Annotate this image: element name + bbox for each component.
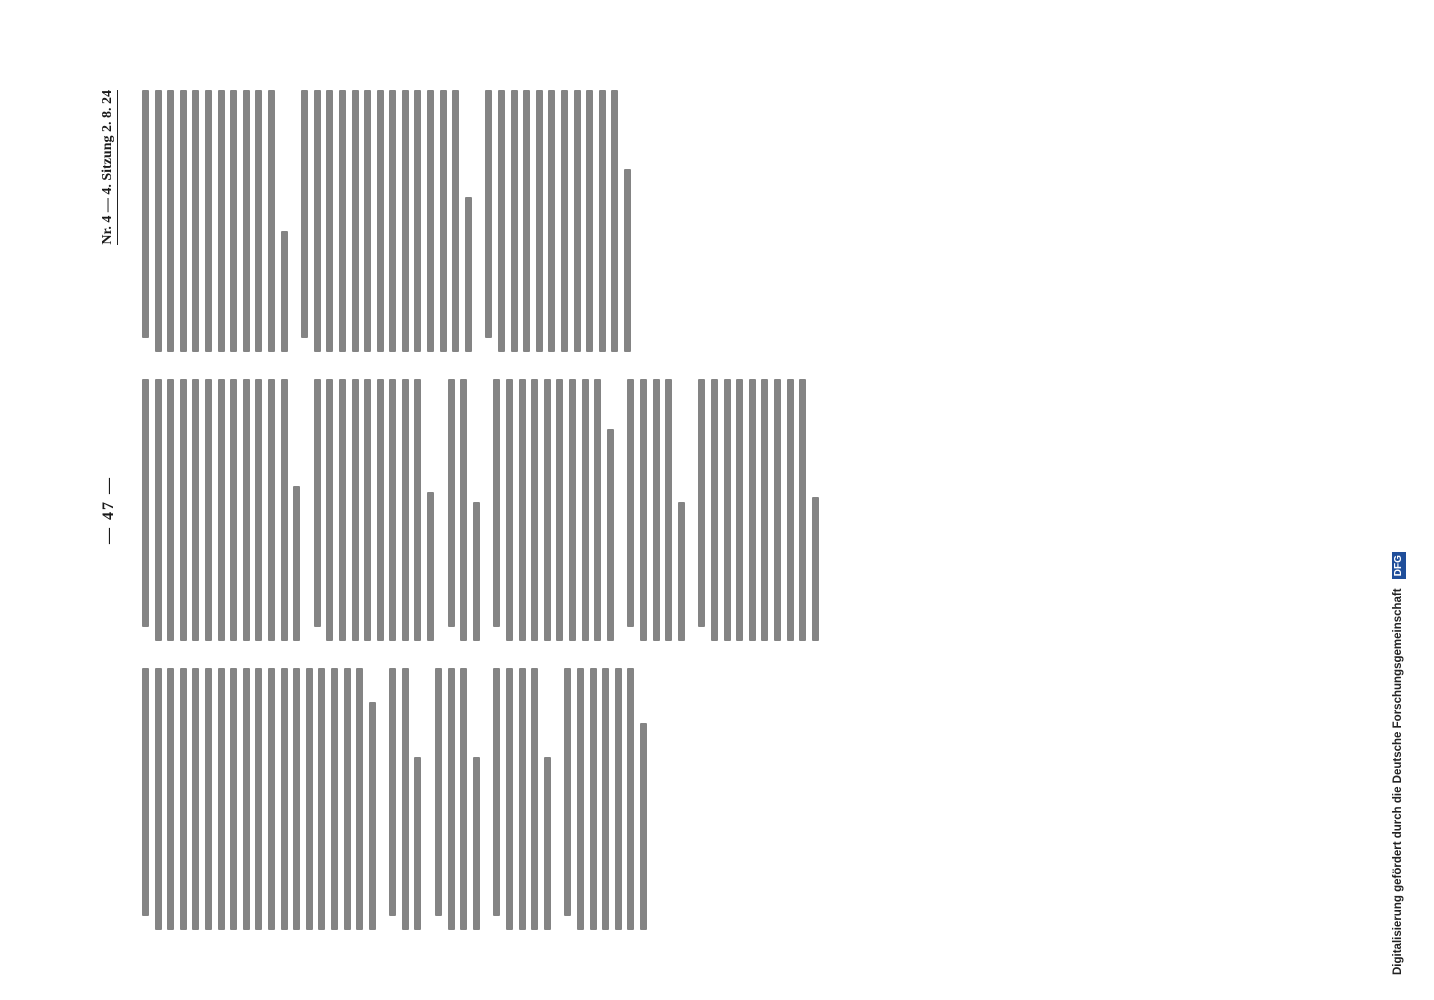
text-line-placeholder [281,668,288,930]
paragraph-gap [440,379,448,641]
text-line-placeholder [155,668,162,930]
text-line-placeholder [548,90,555,352]
text-line-placeholder [736,379,743,641]
text-line-placeholder [255,90,262,352]
text-line-placeholder [281,231,288,352]
text-line-placeholder [352,90,359,352]
text-line-placeholder [255,379,262,641]
text-line-placeholder [218,379,225,641]
text-line-placeholder [531,668,538,930]
text-line-placeholder [205,379,212,641]
text-line-placeholder [653,379,660,641]
text-line-placeholder [167,668,174,930]
text-line-placeholder [574,90,581,352]
text-line-placeholder [611,90,618,352]
text-line-placeholder [624,169,631,352]
paragraph-gap [485,668,493,930]
text-line-placeholder [352,379,359,641]
text-line-placeholder [402,379,409,641]
text-line-placeholder [774,379,781,641]
text-line-placeholder [339,379,346,641]
text-line-placeholder [448,668,455,930]
dfg-logo: DFG [1392,552,1406,579]
text-line-placeholder [205,668,212,930]
text-line-placeholder [556,379,563,641]
text-line-placeholder [192,668,199,930]
text-line-placeholder [812,497,819,641]
text-line-placeholder [389,379,396,641]
paragraph-gap [306,379,314,641]
text-line-placeholder [314,90,321,352]
page-header [98,90,128,930]
text-line-placeholder [326,379,333,641]
text-line-placeholder [569,379,576,641]
text-line-placeholder [607,429,614,641]
text-line-placeholder [230,668,237,930]
text-line-placeholder [331,668,338,930]
text-line-placeholder [167,90,174,352]
text-line-placeholder [544,379,551,641]
text-line-placeholder [180,668,187,930]
text-line-placeholder [293,668,300,930]
text-line-placeholder [493,668,500,916]
text-line-placeholder [356,668,363,930]
text-line-placeholder [435,668,442,916]
text-line-placeholder [268,668,275,930]
paragraph-gap [690,379,698,641]
text-line-placeholder [205,90,212,352]
text-line-placeholder [498,90,505,352]
text-line-placeholder [511,90,518,352]
text-line-placeholder [640,723,647,930]
text-line-placeholder [602,668,609,930]
text-line-placeholder [364,90,371,352]
digitization-note [1392,0,1410,975]
text-line-placeholder [230,90,237,352]
text-line-placeholder [142,668,149,916]
paragraph-gap [485,379,493,641]
text-line-placeholder [243,379,250,641]
text-line-placeholder [180,379,187,641]
paragraph-gap [477,90,485,352]
text-line-placeholder [314,379,321,627]
text-line-placeholder [218,90,225,352]
text-line-placeholder [344,668,351,930]
paragraph-gap [293,90,301,352]
text-column-3 [142,90,1302,352]
text-line-placeholder [582,379,589,641]
paragraph-gap [427,668,435,930]
text-line-placeholder [678,502,685,641]
rotated-page [98,90,1313,930]
text-line-placeholder [536,90,543,352]
text-line-placeholder [627,668,634,930]
text-line-placeholder [281,379,288,641]
text-line-placeholder [761,379,768,641]
text-line-placeholder [615,668,622,930]
text-line-placeholder [389,668,396,916]
text-line-placeholder [402,668,409,930]
paragraph-gap [381,668,389,930]
text-line-placeholder [465,197,472,352]
text-line-placeholder [561,90,568,352]
text-line-placeholder [590,668,597,930]
text-line-placeholder [180,90,187,352]
text-line-placeholder [448,379,455,627]
text-line-placeholder [460,668,467,930]
text-line-placeholder [724,379,731,641]
text-line-placeholder [155,379,162,641]
text-line-placeholder [414,90,421,352]
text-line-placeholder [318,668,325,930]
text-line-placeholder [339,90,346,352]
paragraph-gap [824,379,832,641]
text-line-placeholder [523,90,530,352]
text-line-placeholder [531,379,538,641]
paragraph-gap [653,668,661,930]
text-line-placeholder [599,90,606,352]
text-line-placeholder [640,379,647,641]
text-line-placeholder [369,702,376,930]
text-line-placeholder [414,379,421,641]
digitization-note-text: Digitalisierung gefördert durch die Deutsche Forschungsgemeinschaft [1392,588,1404,975]
text-line-placeholder [377,379,384,641]
text-line-placeholder [243,90,250,352]
text-line-placeholder [326,90,333,352]
text-line-placeholder [306,668,313,930]
text-line-placeholder [485,90,492,338]
text-line-placeholder [749,379,756,641]
paragraph-gap [637,90,645,352]
text-line-placeholder [192,379,199,641]
text-line-placeholder [519,379,526,641]
text-line-placeholder [293,486,300,641]
text-line-placeholder [230,379,237,641]
text-line-placeholder [192,90,199,352]
text-line-placeholder [377,90,384,352]
text-line-placeholder [577,668,584,930]
text-line-placeholder [473,502,480,641]
text-line-placeholder [586,90,593,352]
paragraph-gap [556,668,564,930]
text-line-placeholder [218,668,225,930]
text-line-placeholder [544,757,551,930]
text-line-placeholder [452,90,459,352]
text-line-placeholder [427,90,434,352]
session-info: Nr. 4 — 4. Sitzung 2. 8. 24 [100,90,118,245]
text-line-placeholder [427,492,434,641]
text-line-placeholder [301,90,308,338]
text-line-placeholder [627,379,634,627]
text-line-placeholder [665,379,672,641]
text-line-placeholder [142,379,149,627]
page-number: — 47 — [100,476,117,544]
text-line-placeholder [389,90,396,352]
text-line-placeholder [787,379,794,641]
text-line-placeholder [506,668,513,930]
text-line-placeholder [711,379,718,641]
text-line-placeholder [594,379,601,641]
text-column-2 [142,379,1302,641]
text-line-placeholder [268,90,275,352]
text-line-placeholder [255,668,262,930]
text-line-placeholder [506,379,513,641]
text-column-1 [142,668,1302,930]
text-line-placeholder [440,90,447,352]
text-line-placeholder [243,668,250,930]
text-line-placeholder [364,379,371,641]
text-line-placeholder [493,379,500,627]
text-line-placeholder [167,379,174,641]
text-line-placeholder [519,668,526,930]
text-line-placeholder [799,379,806,641]
text-line-placeholder [155,90,162,352]
text-line-placeholder [414,757,421,930]
text-line-placeholder [473,757,480,930]
paragraph-gap [619,379,627,641]
text-line-placeholder [564,668,571,916]
text-line-placeholder [142,90,149,338]
text-line-placeholder [268,379,275,641]
text-line-placeholder [460,379,467,641]
text-line-placeholder [402,90,409,352]
text-line-placeholder [698,379,705,627]
